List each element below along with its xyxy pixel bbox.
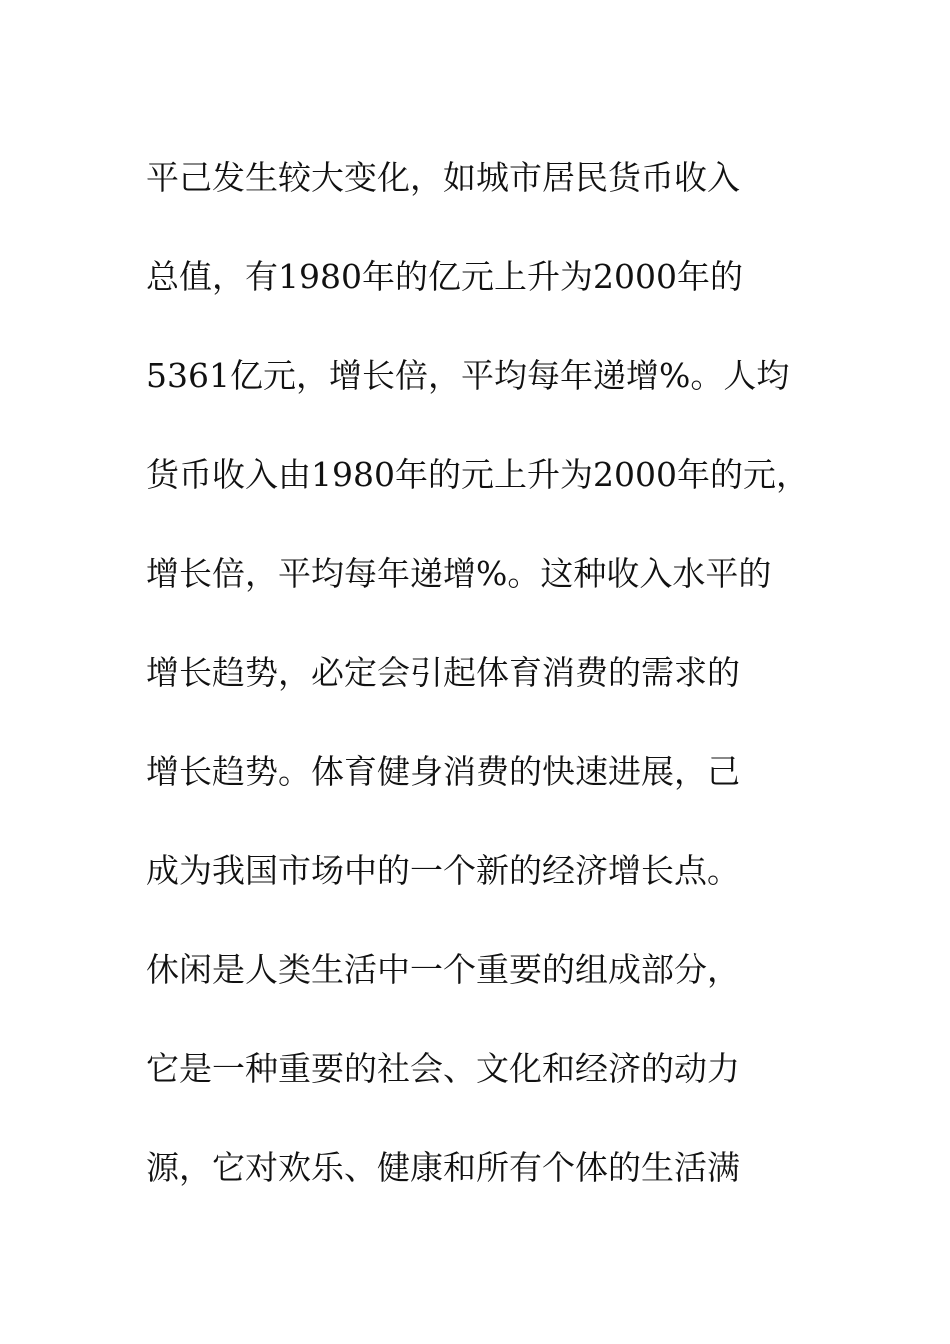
text-line: 总值，有1980年的亿元上升为2000年的 xyxy=(146,257,743,296)
text-line: 源，它对欢乐、健康和所有个体的生活满 xyxy=(146,1148,740,1187)
text-line: 增长倍，平均每年递增%。这种收入水平的 xyxy=(146,554,772,593)
text-line: 5361亿元，增长倍，平均每年递增%。人均 xyxy=(146,356,790,395)
text-line: 它是一种重要的社会、文化和经济的动力 xyxy=(146,1049,740,1088)
text-line: 休闲是人类生活中一个重要的组成部分， xyxy=(146,950,740,989)
text-line: 增长趋势。体育健身消费的快速进展，己 xyxy=(146,752,740,791)
text-line: 成为我国市场中的一个新的经济增长点。 xyxy=(146,851,740,890)
body-text xyxy=(146,128,926,1217)
text-line: 增长趋势，必定会引起体育消费的需求的 xyxy=(146,653,740,692)
text-line: 货币收入由1980年的元上升为2000年的元， xyxy=(146,455,809,494)
text-line: 平己发生较大变化，如城市居民货币收入 xyxy=(146,158,740,197)
